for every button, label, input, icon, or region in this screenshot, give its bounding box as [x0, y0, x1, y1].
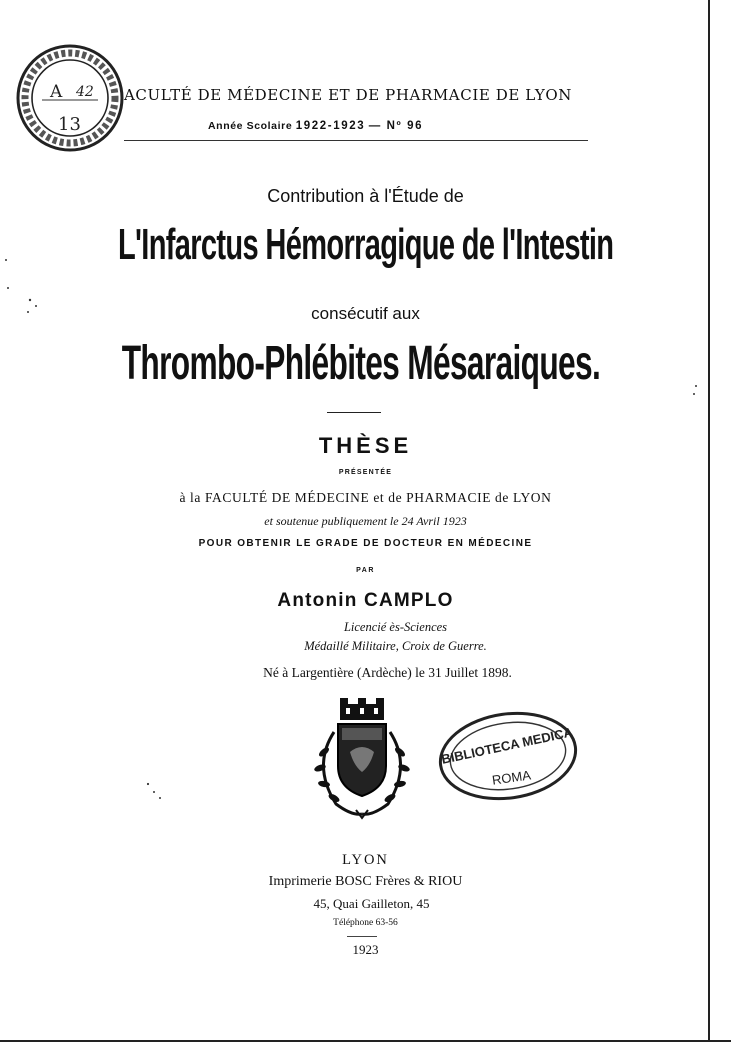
stamp-item-number: 13 — [58, 114, 81, 135]
imprint-phone: Téléphone 63-56 — [333, 918, 398, 928]
oval-stamp-bottom-text: ROMA — [491, 767, 532, 788]
header — [124, 86, 573, 132]
faculty-name: ACULTÉ DE MÉDECINE ET DE PHARMACIE DE LYON — [124, 86, 573, 104]
imprint-address: 45, Quai Gailleton, 45 — [313, 896, 430, 911]
stamp-shelf-number: 42 — [76, 84, 94, 100]
scan-edge-bottom — [0, 1040, 731, 1042]
presented-label: PRÉSENTÉE — [338, 469, 393, 476]
degree-purpose: POUR OBTENIR LE GRADE DE DOCTEUR EN MÉDECINE — [198, 538, 533, 549]
header-rule — [124, 140, 588, 141]
title-connector: consécutif aux — [311, 304, 420, 323]
author-name: Antonin CAMPLO — [277, 590, 454, 611]
imprint-rule — [347, 936, 377, 937]
scan-edge-right — [708, 0, 710, 1040]
year-label: Année Scolaire — [208, 120, 293, 132]
library-stamp-icon — [14, 42, 126, 154]
oval-stamp-top-text: BIBLIOTECA MEDICA — [440, 724, 575, 767]
defense-date: et soutenue publiquement le 24 Avril 1923 — [264, 514, 467, 528]
stamp-shelf-letter: A — [50, 82, 63, 102]
imprint-printer: Imprimerie BOSC Frères & RIOU — [268, 874, 463, 889]
divider — [327, 412, 381, 413]
year-value: 1922-1923 — [295, 120, 366, 132]
imprint-city: LYON — [342, 852, 389, 868]
author-credential-1: Licencié ès-Sciences — [343, 620, 448, 634]
main-title: L'Infarctus Hémorragique de l'Intestin — [117, 220, 614, 269]
thesis-heading: THÈSE — [318, 433, 413, 458]
oval-library-stamp-icon — [436, 710, 580, 802]
faculty-line: à la FACULTÉ DE MÉDECINE et de PHARMACIE de LYON — [179, 490, 552, 505]
imprint-year: 1923 — [352, 942, 379, 957]
thesis-number: — Nº 96 — [368, 120, 424, 132]
by-label: PAR — [356, 567, 375, 574]
second-title: Thrombo-Phlébites Mésaraiques. — [121, 337, 601, 390]
author-birth: Né à Largentière (Ardèche) le 31 Juillet 1898. — [263, 665, 512, 680]
author-credential-2: Médaillé Militaire, Croix de Guerre. — [304, 639, 487, 653]
title-intro: Contribution à l'Étude de — [267, 186, 464, 206]
academic-year — [208, 120, 423, 132]
city-coat-of-arms-icon — [306, 696, 418, 824]
